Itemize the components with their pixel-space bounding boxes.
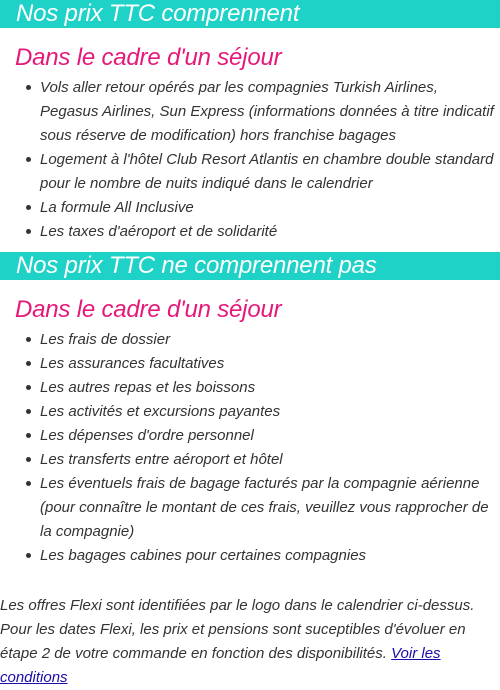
excluded-section [0,252,500,578]
excluded-list [0,328,500,568]
list-item: Les taxes d'aéroport et de solidarité [40,220,500,244]
included-section [0,0,500,252]
excluded-subtitle: Dans le cadre d'un séjour [15,296,282,323]
list-item: Les éventuels frais de bagage facturés par la compagnie aérienne (pour connaître le montant de ces frais, veuillez vous rapprocher de la compagnie) [40,472,500,544]
list-item: Vols aller retour opérés par les compagnies Turkish Airlines, Pegasus Airlines, Sun Express (informations données à titre indicatif sous réserve de modification) hors franchise bagages [40,76,500,148]
list-item: Les bagages cabines pour certaines compagnies [40,544,500,568]
conditions-link[interactable]: Voir les conditions [0,645,441,686]
included-subtitle: Dans le cadre d'un séjour [15,44,282,71]
list-item: Les activités et excursions payantes [40,400,500,424]
list-item: Les assurances facultatives [40,352,500,376]
excluded-header: Nos prix TTC ne comprennent pas [0,252,500,280]
list-item: La formule All Inclusive [40,196,500,220]
list-item: Les autres repas et les boissons [40,376,500,400]
list-item: Les dépenses d'ordre personnel [40,424,500,448]
flexi-note-text: Les offres Flexi sont identifiées par le logo dans le calendrier ci-dessus. Pour les dates Flexi, les prix et pensions sont suceptibles d'évoluer en étape 2 de votre commande en fonction des disponibilités. [0,597,475,662]
flexi-note [0,594,500,690]
included-list [0,76,500,244]
list-item: Les frais de dossier [40,328,500,352]
list-item: Les transferts entre aéroport et hôtel [40,448,500,472]
included-header: Nos prix TTC comprennent [0,0,500,28]
list-item: Logement à l'hôtel Club Resort Atlantis en chambre double standard pour le nombre de nuits indiqué dans le calendrier [40,148,500,196]
